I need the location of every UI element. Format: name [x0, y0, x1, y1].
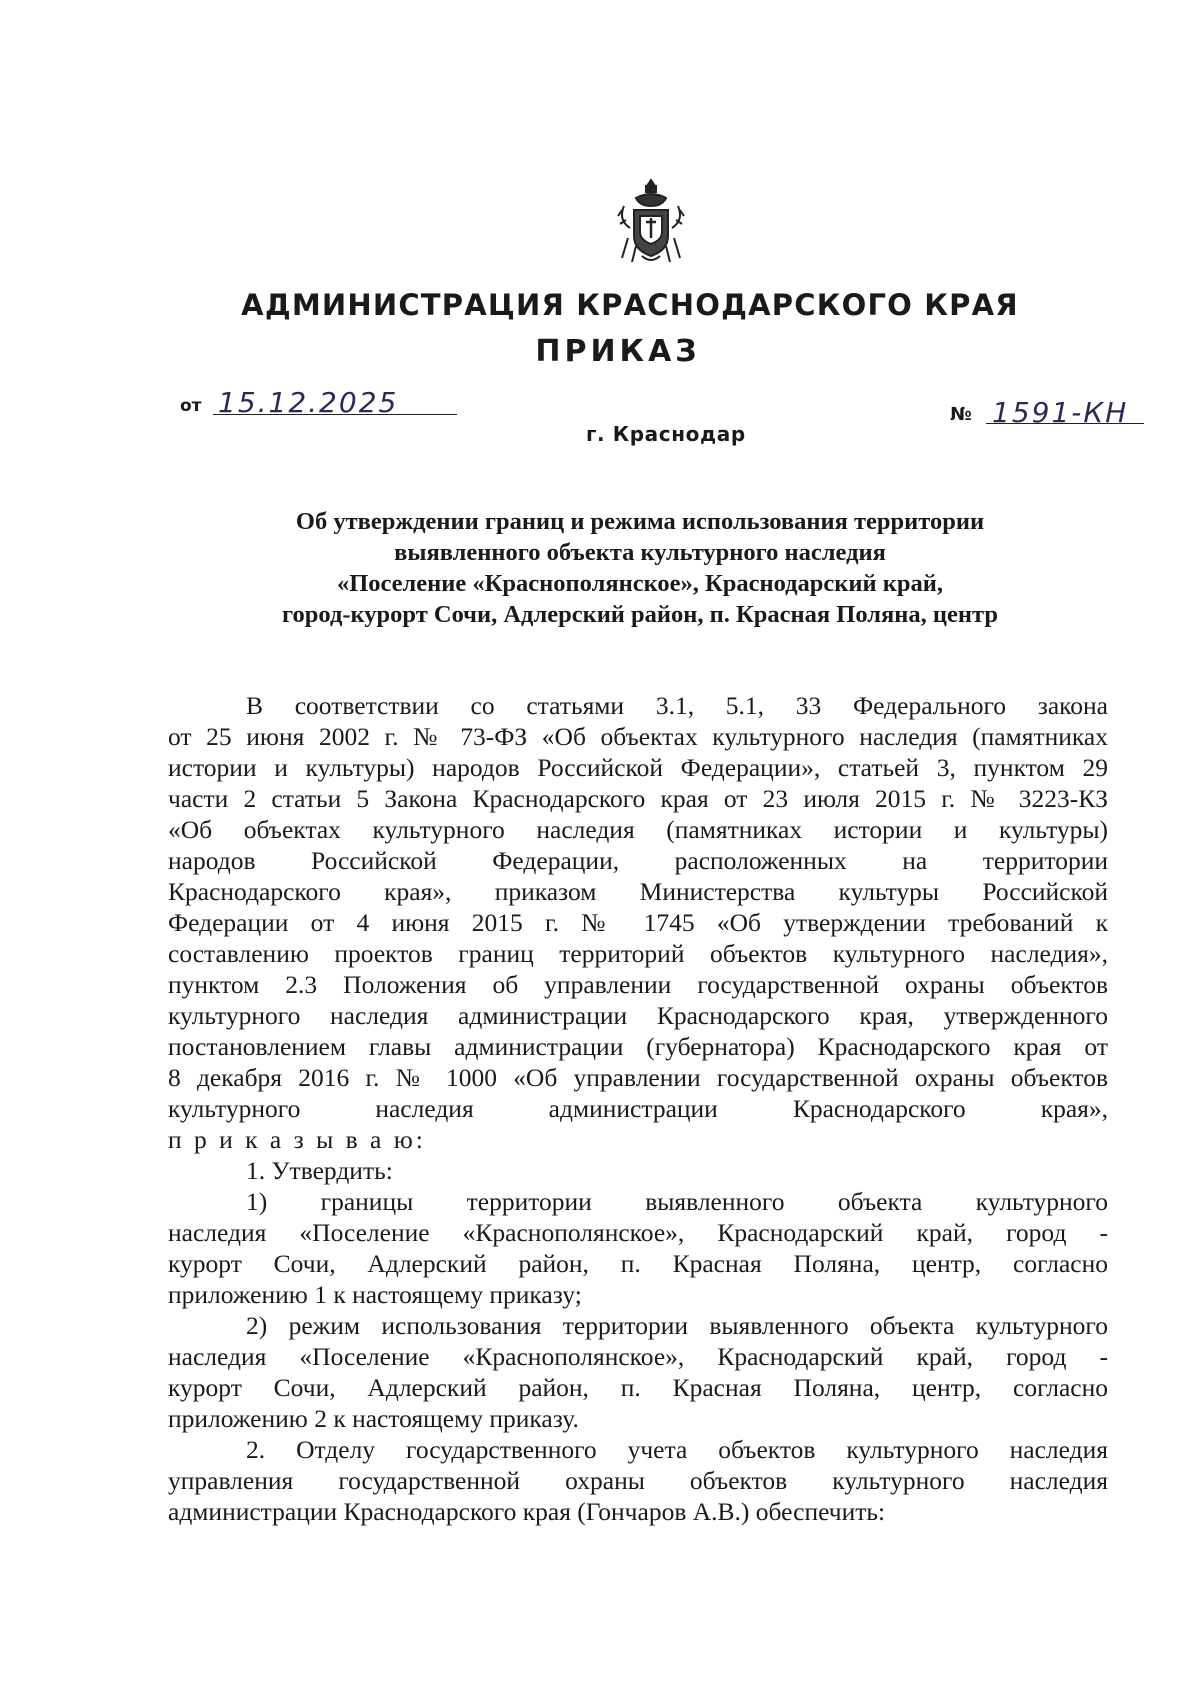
item-1-2-line: курорт Сочи, Адлерский район, п. Красная Поляна, центр, согласно [168, 1373, 1108, 1402]
item-2-line: управления государственной охраны объектов культурного наследия [168, 1466, 1108, 1495]
date-underline [213, 414, 457, 415]
document-type: ПРИКАЗ [535, 334, 701, 369]
number-value: 1591-КН [992, 396, 1129, 429]
body-line: от 25 июня 2002 г. № 73-ФЗ «Об объектах культурного наследия (памятниках [168, 722, 1108, 751]
number-label: № [950, 404, 972, 425]
body-line: культурного наследия администрации Краснодарского края», [168, 1094, 1108, 1123]
body-line: пунктом 2.3 Положения об управлении государственной охраны объектов [168, 970, 1108, 999]
item-1-1-line: курорт Сочи, Адлерский район, п. Красная Поляна, центр, согласно [168, 1249, 1108, 1278]
item-1-1-line: приложению 1 к настоящему приказу; [168, 1280, 582, 1309]
number-underline [986, 423, 1144, 424]
body-line: В соответствии со статьями 3.1, 5.1, 33 Федерального закона [246, 691, 1108, 720]
item-1-1-line: наследия «Поселение «Краснополянское», Краснодарский край, город - [168, 1218, 1108, 1247]
body-line: 8 декабря 2016 г. № 1000 «Об управлении государственной охраны объектов [168, 1063, 1108, 1092]
coat-of-arms-icon [616, 176, 686, 268]
body-line: истории и культуры) народов Российской Федерации», статьей 3, пунктом 29 [168, 753, 1108, 782]
body-line: «Об объектах культурного наследия (памятниках истории и культуры) [168, 815, 1108, 844]
organization-name: АДМИНИСТРАЦИЯ КРАСНОДАРСКОГО КРАЯ [241, 288, 1019, 322]
item-2-line: 2. Отделу государственного учета объектов культурного наследия [246, 1435, 1108, 1464]
body-line: культурного наследия администрации Краснодарского края, утвержденного [168, 1001, 1108, 1030]
title-line: «Поселение «Краснополянское», Краснодарский край, [336, 570, 944, 597]
item-2-line: администрации Краснодарского края (Гончаров А.В.) обеспечить: [168, 1497, 886, 1526]
title-line: город-курорт Сочи, Адлерский район, п. Красная Поляна, центр [282, 601, 998, 628]
document-body [168, 690, 1108, 1527]
body-line: народов Российской Федерации, расположенных на территории [168, 846, 1108, 875]
body-line: составлению проектов границ территорий объектов культурного наследия», [168, 939, 1108, 968]
date-label: от [180, 396, 202, 416]
item-1-2-line: приложению 2 к настоящему приказу. [168, 1404, 579, 1433]
order-word: п р и к а з ы в а ю: [168, 1125, 426, 1154]
body-line: постановлением главы администрации (губернатора) Краснодарского края от [168, 1032, 1108, 1061]
item-1-2-line: 2) режим использования территории выявленного объекта культурного [246, 1311, 1108, 1340]
item-1-2-line: наследия «Поселение «Краснополянское», Краснодарский край, город - [168, 1342, 1108, 1371]
date-value: 15.12.2025 [218, 386, 399, 419]
city-label: г. Краснодар [586, 422, 746, 446]
title-line: выявленного объекта культурного наследия [394, 539, 886, 566]
item-1-1-line: 1) границы территории выявленного объекта культурного [246, 1187, 1108, 1216]
body-line: Краснодарского края», приказом Министерства культуры Российской [168, 877, 1108, 906]
body-line: Федерации от 4 июня 2015 г. № 1745 «Об утверждении требований к [168, 908, 1108, 937]
document-title [150, 506, 1130, 630]
body-line: части 2 статьи 5 Закона Краснодарского края от 23 июля 2015 г. № 3223-КЗ [168, 784, 1108, 813]
title-line: Об утверждении границ и режима использования территории [295, 508, 985, 535]
item-1-heading: 1. Утвердить: [246, 1156, 393, 1185]
